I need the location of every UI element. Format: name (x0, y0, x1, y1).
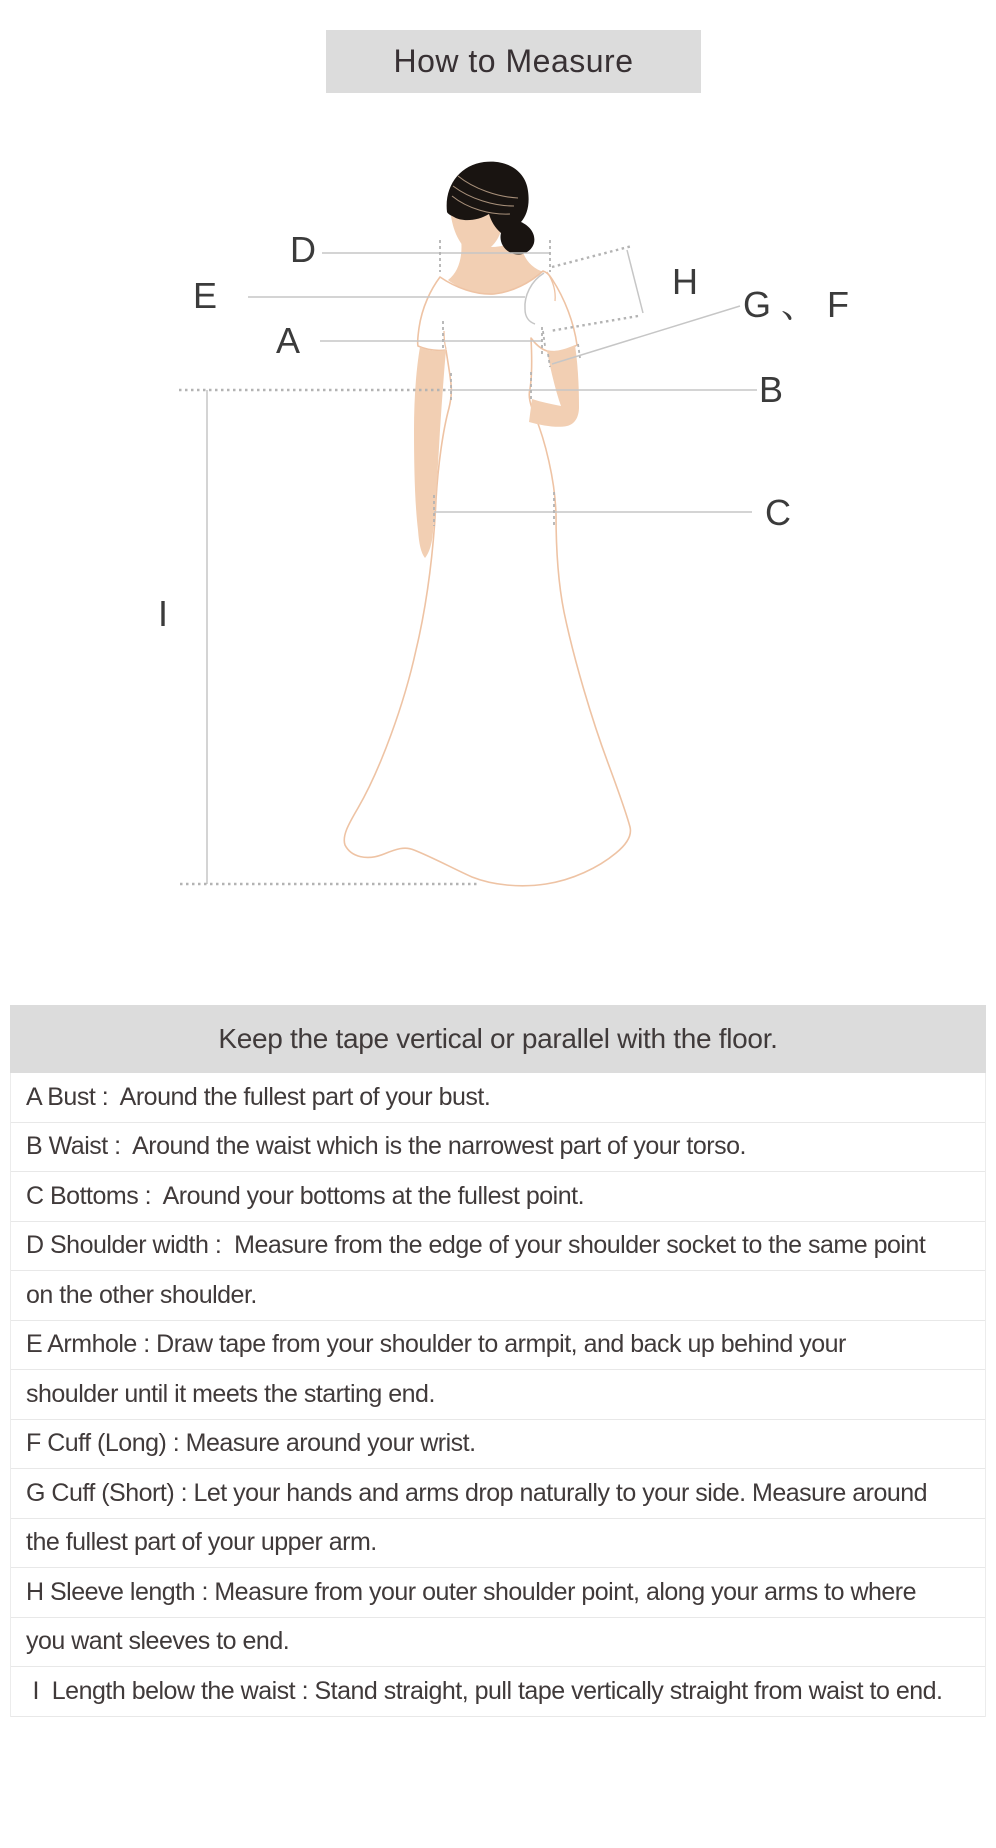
label-gf: G 、 F (743, 284, 849, 325)
figure-dress (344, 271, 630, 886)
label-d: D (290, 229, 316, 270)
label-h: H (672, 261, 698, 302)
table-row-shoulder-1: D Shoulder width : Measure from the edge of your shoulder socket to the same point (11, 1222, 985, 1272)
table-row-length-below-waist: I Length below the waist : Stand straight, pull tape vertically straight from waist to end. (11, 1667, 985, 1717)
table-row-bottoms: C Bottoms : Around your bottoms at the fullest point. (11, 1172, 985, 1222)
h-connector-line (627, 250, 643, 313)
table-header (10, 1005, 986, 1073)
table-row-cuff-short-1: G Cuff (Short) : Let your hands and arms drop naturally to your side. Measure around (11, 1469, 985, 1519)
label-e: E (192, 275, 218, 316)
table-row-sleeve-length-1: H Sleeve length : Measure from your outer shoulder point, along your arms to where (11, 1568, 985, 1618)
table-row-sleeve-length-2: you want sleeves to end. (11, 1618, 985, 1668)
table-row-shoulder-2: on the other shoulder. (11, 1271, 985, 1321)
label-a: A (275, 320, 301, 361)
measurement-table (10, 1005, 986, 1717)
table-row-cuff-short-2: the fullest part of your upper arm. (11, 1519, 985, 1569)
page-title: How to Measure (393, 43, 634, 79)
h-dotted-top (552, 246, 632, 267)
label-b: B (758, 369, 784, 410)
table-row-armhole-2: shoulder until it meets the starting end. (11, 1370, 985, 1420)
label-c: C (765, 492, 791, 533)
table-row-armhole-1: E Armhole : Draw tape from your shoulder to armpit, and back up behind your (11, 1321, 985, 1371)
label-i: I (157, 593, 169, 634)
table-row-waist: B Waist : Around the waist which is the narrowest part of your torso. (11, 1123, 985, 1173)
gf-pointer-line (552, 306, 740, 364)
table-row-bust: A Bust : Around the fullest part of your bust. (11, 1073, 985, 1123)
table-body (10, 1073, 986, 1717)
table-row-cuff-long: F Cuff (Long) : Measure around your wrist. (11, 1420, 985, 1470)
table-header-text: Keep the tape vertical or parallel with the floor. (218, 1023, 778, 1054)
